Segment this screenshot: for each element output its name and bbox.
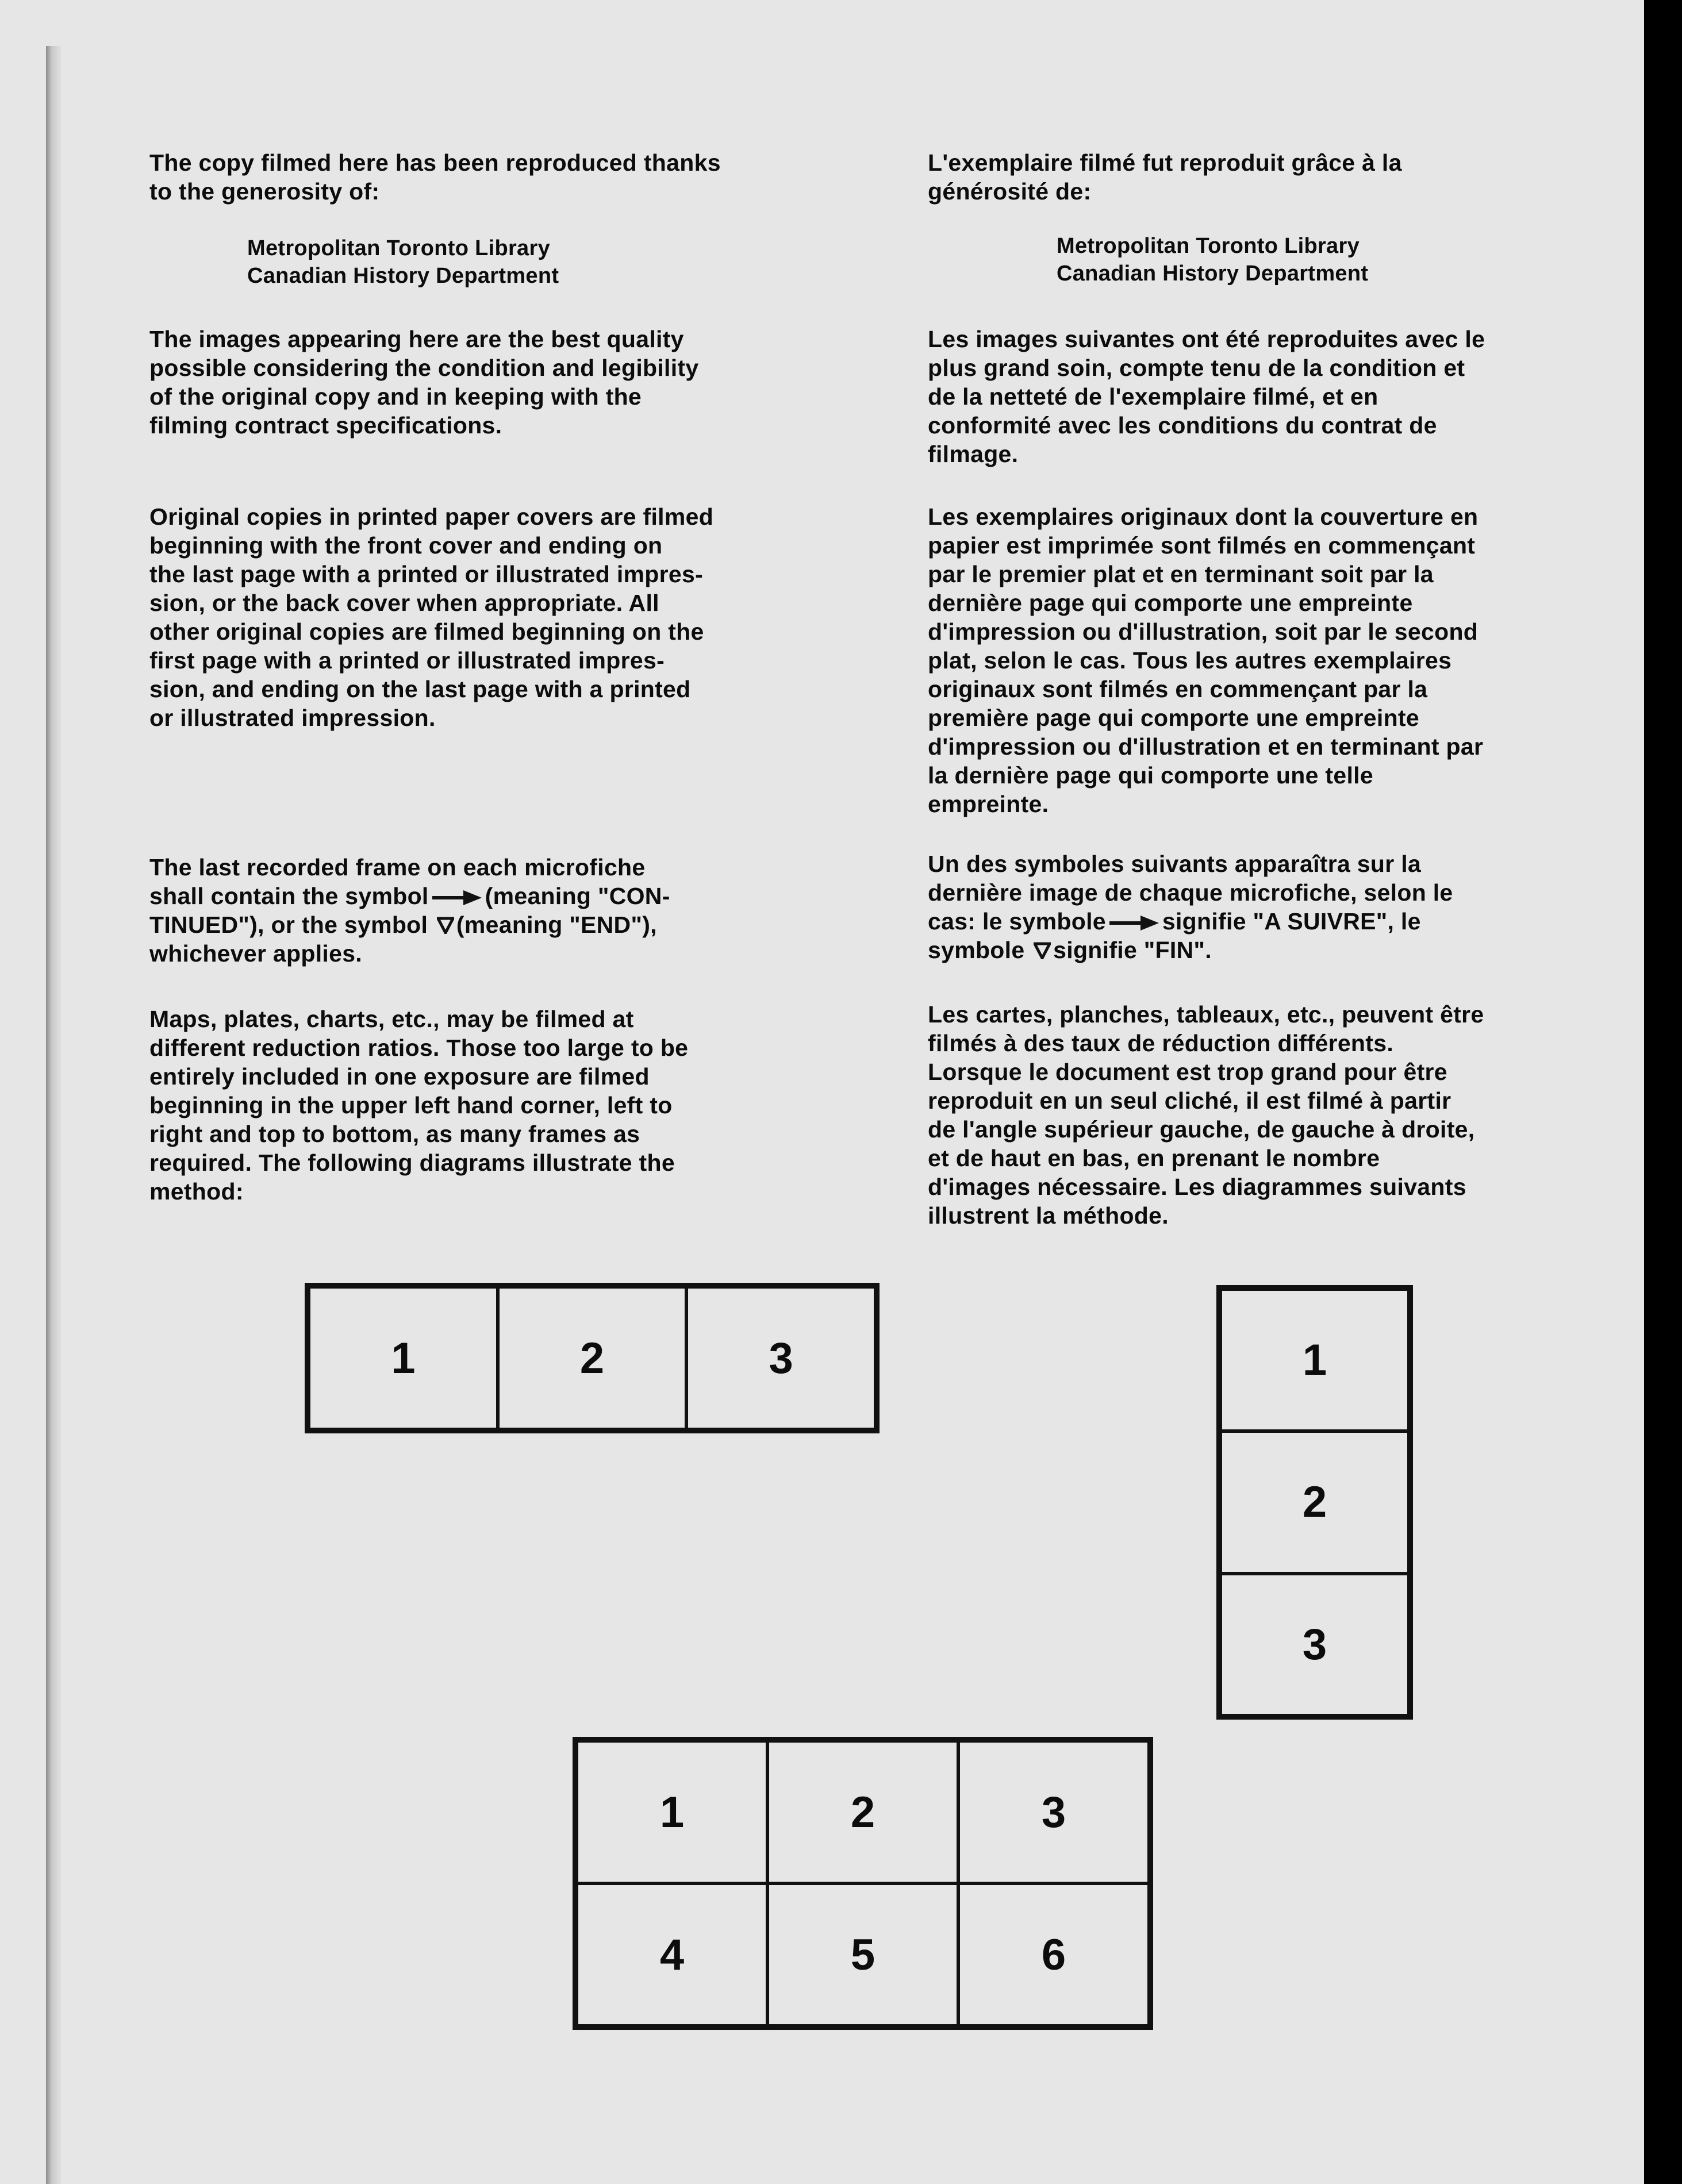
french-maps-text: Les cartes, planches, tableaux, etc., peuvent être filmés à des taux de réduction différents. Lorsque le document est trop grand pour être reproduit en un seul cliché, il est filmé à partir de l'angle supérieur gauche, de gauche à droite, et de haut en bas, en prenant le nombre d'images nécessaire. Les diagrammes suivants illustrent la méthode. [928,1001,1484,1229]
english-symbols [149,853,816,968]
english-intro [149,148,816,206]
vertical-frame-diagram [1216,1285,1413,1720]
diagram-cell: 2 [767,1741,958,1883]
english-credit-line1: Metropolitan Toronto Library [247,236,551,260]
diagram-cell: 3 [686,1287,875,1429]
french-quality [928,325,1583,468]
english-originals [149,502,816,732]
diagram-cell: 5 [767,1883,958,2026]
french-symbols-part-a: Un des symboles suivants apparaîtra sur la dernière image de chaque microfiche, selon le cas: le symbole [928,851,1453,935]
french-credit-line1: Metropolitan Toronto Library [1057,234,1360,258]
french-symbols [928,849,1583,964]
diagram-cell: 3 [958,1741,1149,1883]
english-maps-text: Maps, plates, charts, etc., may be filmed at different reduction ratios. Those too large to be entirely included in one exposure are filmed beginning in the upper left hand corner, left to right and top to bottom, as many frames as required. The following diagrams illustrate the method: [149,1006,689,1205]
french-intro-text: L'exemplaire filmé fut reproduit grâce à la générosité de: [928,149,1402,205]
english-symbols-part-b: (meaning "CON- TINUED"), or the symbol [149,883,670,938]
english-originals-text: Original copies in printed paper covers are filmed beginning with the front cover and ending on the last page with a printed or illustrated impres- sion, or the back cover when appropriate. All other original copies are filmed beginning on the first page with a printed or illustrated impres- sion, and ending on the last page with a printed or illustrated impression. [149,503,714,731]
diagram-cell: 3 [1220,1574,1409,1716]
diagram-cell: 1 [1220,1289,1409,1431]
english-symbols-part-a: The last recorded frame on each microfiche shall contain the symbol [149,854,646,909]
arrow-right-icon [1109,916,1159,930]
french-symbols-part-c: signifie "FIN". [1053,937,1212,963]
english-credit-line2: Canadian History Department [247,264,559,288]
french-intro [928,148,1583,206]
grid-frame-diagram [573,1737,1153,2030]
triangle-down-icon [437,917,454,934]
horizontal-frame-diagram [305,1283,880,1433]
french-symbols-text [928,849,1583,964]
diagram-cell: 1 [309,1287,498,1429]
page-gutter-edge [46,46,61,2184]
diagram-cell: 1 [577,1741,767,1883]
diagram-cell: 6 [958,1883,1149,2026]
diagram-cell: 4 [577,1883,767,2026]
english-intro-text: The copy filmed here has been reproduced thanks to the generosity of: [149,149,721,205]
french-originals-text: Les exemplaires originaux dont la couverture en papier est imprimée sont filmés en commençant par le premier plat et en terminant soit par la dernière page qui comporte une empreinte d'impression ou d'illustration, soit par le second plat, selon le cas. Tous les autres exemplaires originaux sont filmés en commençant par la première page qui comporte une empreinte d'impression ou d'illustration et en terminant par la dernière page qui comporte une telle empreinte. [928,503,1484,817]
french-credit [1057,232,1644,287]
english-quality-text: The images appearing here are the best quality possible considering the condition and legibility of the original copy and in keeping with the filming contract specifications. [149,326,699,439]
french-maps [928,1000,1583,1230]
diagram-cell: 2 [498,1287,687,1429]
english-symbols-text [149,853,816,968]
english-symbols-part-c: (meaning "END"), whichever applies. [149,912,657,967]
french-originals [928,502,1583,818]
french-credit-line2: Canadian History Department [1057,262,1369,286]
triangle-down-icon [1034,942,1051,959]
french-quality-text: Les images suivantes ont été reproduites avec le plus grand soin, compte tenu de la condition et de la netteté de l'exemplaire filmé, et en conformité avec les conditions du contrat de filmage. [928,326,1485,467]
diagram-cell: 2 [1220,1431,1409,1573]
arrow-right-icon [432,890,482,905]
french-symbols-part-b: signifie "A SUIVRE", le symbole [928,908,1421,963]
english-quality [149,325,816,440]
english-maps [149,1005,816,1206]
english-credit [247,234,914,290]
